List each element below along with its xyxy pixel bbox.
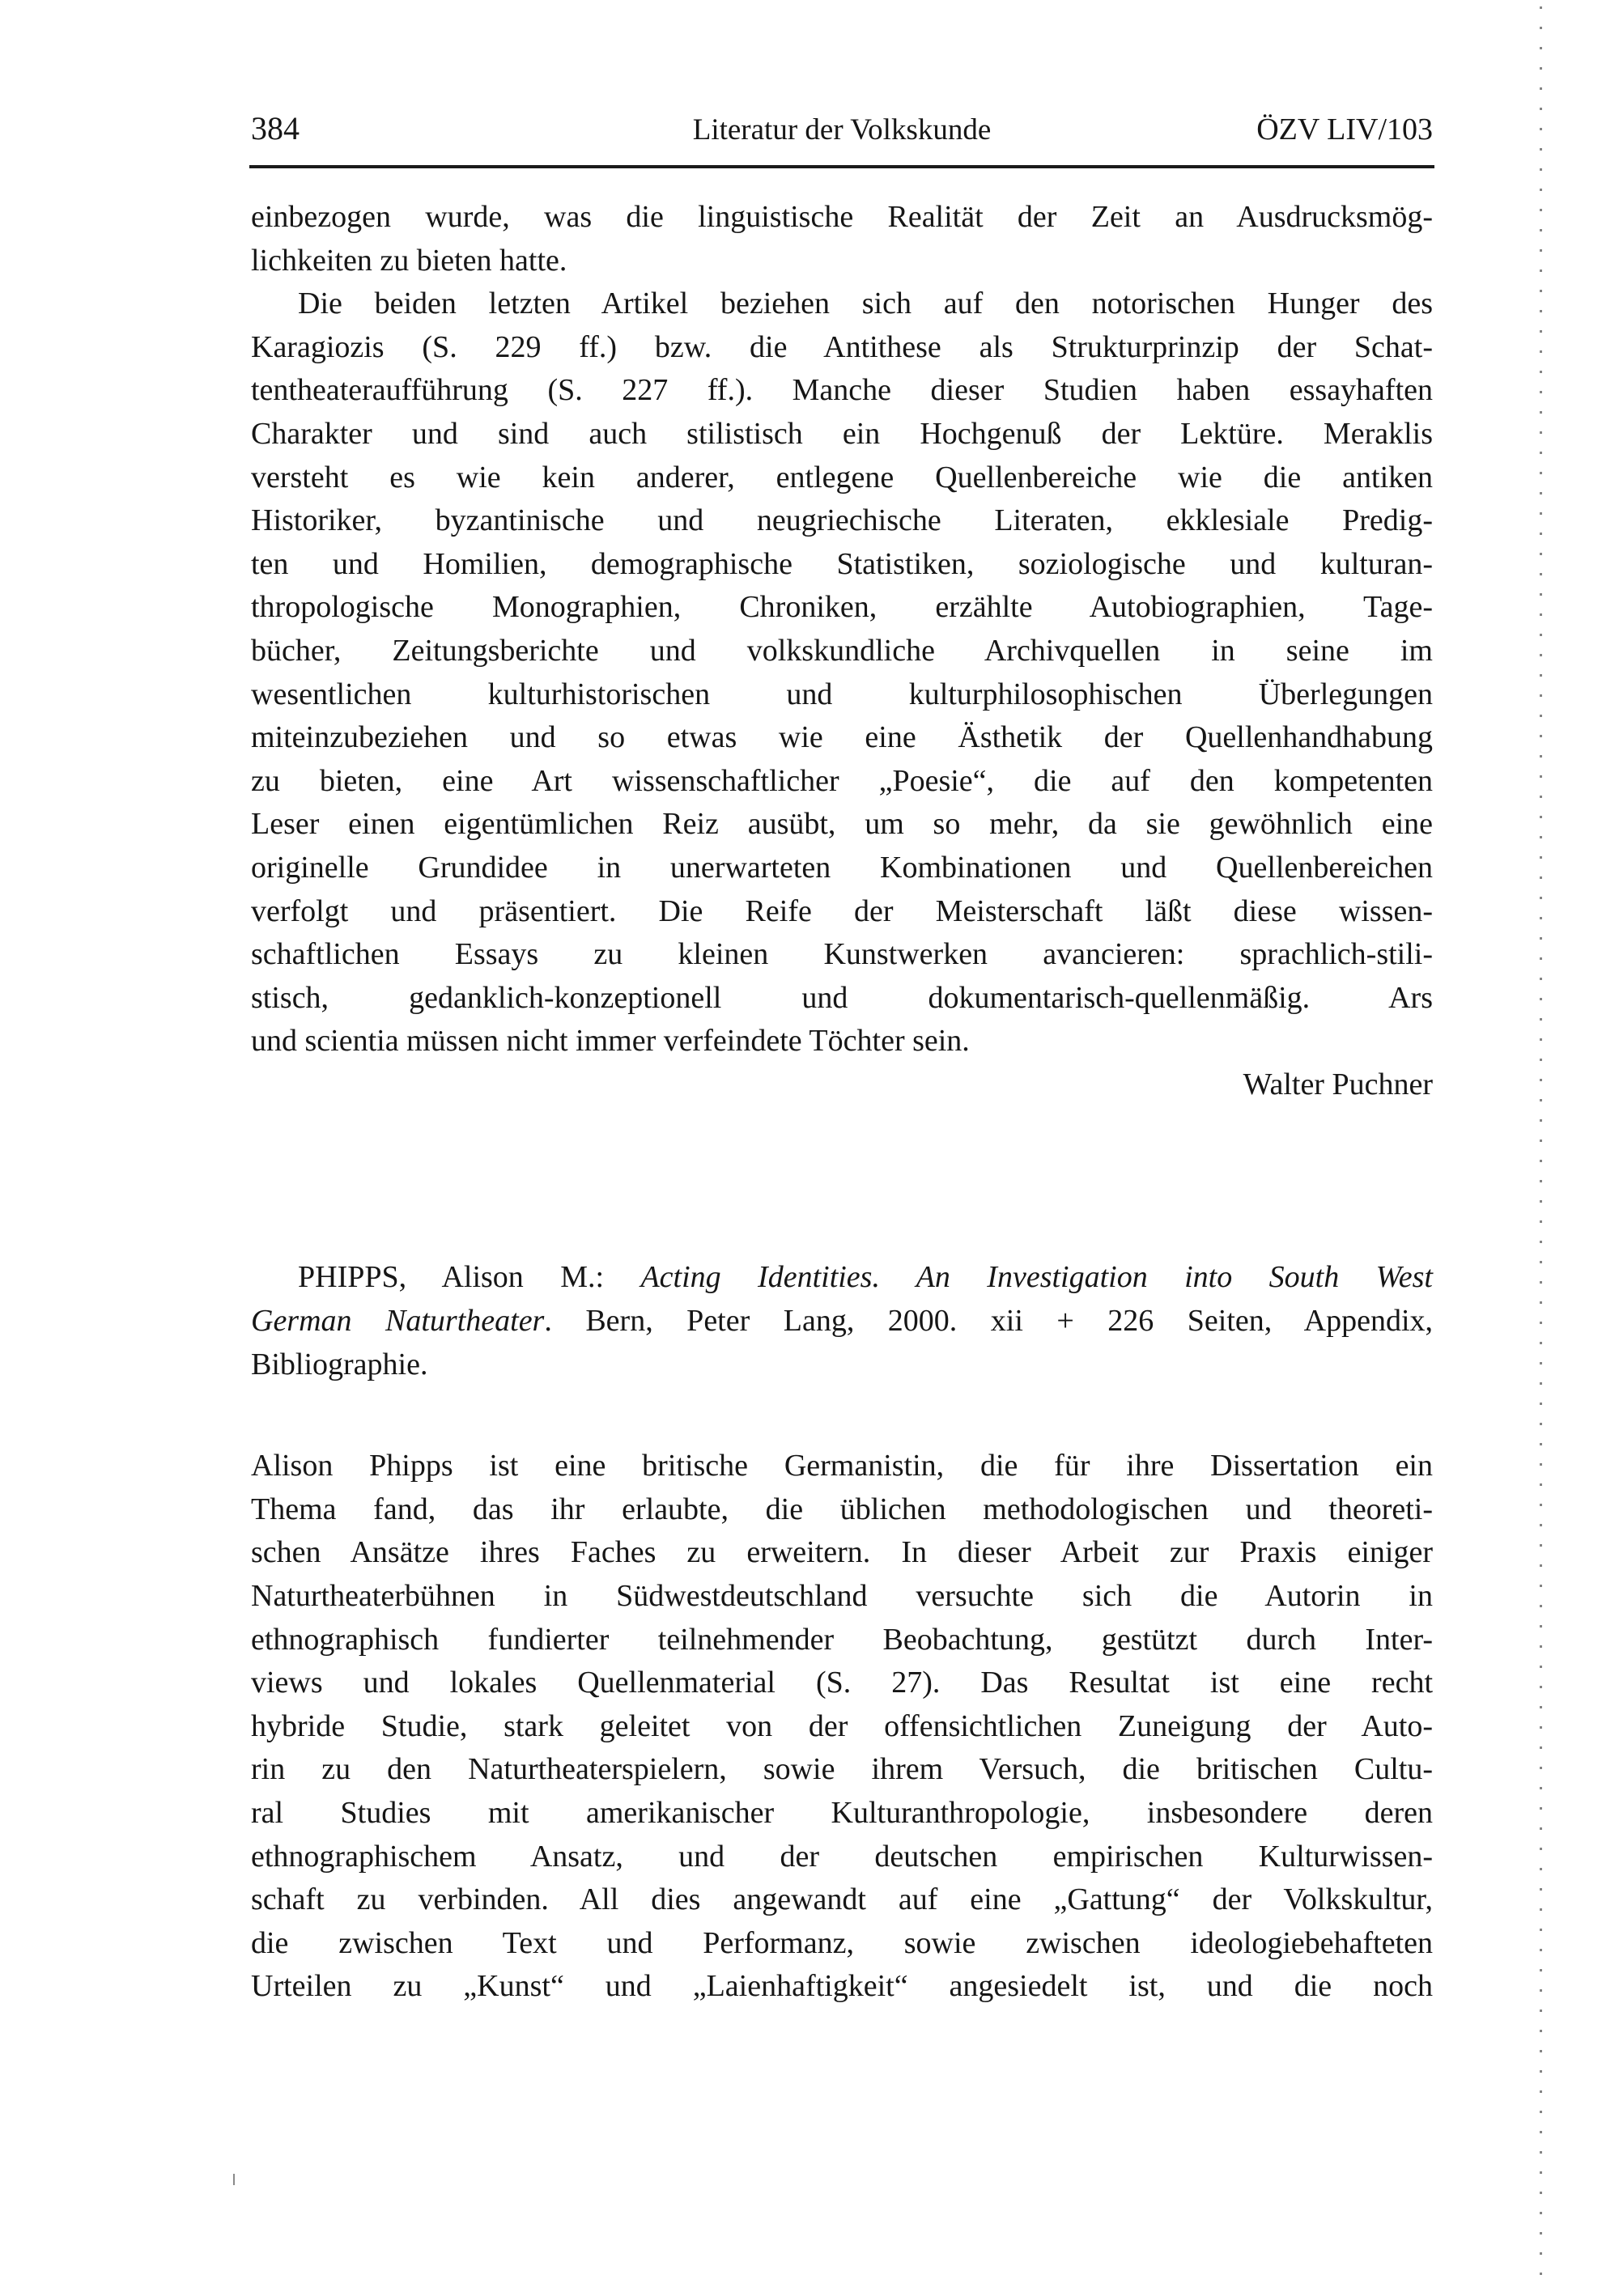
- para-phipps-review-line: ethnographisch fundierter teilnehmender Beobachtung, gestützt durch Inter-: [251, 1622, 1433, 1657]
- para-continuation-line: einbezogen wurde, was die linguistische Realität der Zeit an Ausdrucksmög-: [251, 200, 1433, 234]
- scan-speck-artifact: [233, 2174, 235, 2185]
- bibliographic-entry-line: PHIPPS, Alison M.: Acting Identities. An Investigation into South West: [298, 1260, 1433, 1295]
- para-meraklis-review-line: thropologische Monographien, Chroniken, erzählte Autobiographien, Tage-: [251, 590, 1433, 625]
- para-phipps-review-line: Naturtheaterbühnen in Südwestdeutschland versuchte sich die Autorin in: [251, 1579, 1433, 1614]
- para-phipps-review-line: rin zu den Naturtheaterspielern, sowie ihrem Versuch, die britischen Cultu-: [251, 1752, 1433, 1787]
- text-column: [251, 196, 1433, 2009]
- para-phipps-review-line: ethnographischem Ansatz, und der deutschen empirischen Kulturwissen-: [251, 1839, 1433, 1874]
- bibliographic-entry: [251, 1256, 1433, 1386]
- para-meraklis-review-line: schaftlichen Essays zu kleinen Kunstwerken avancieren: sprachlich-stili-: [251, 937, 1433, 972]
- para-meraklis-review-line: versteht es wie kein anderer, entlegene Quellenbereiche wie die antiken: [251, 460, 1433, 494]
- para-continuation: [251, 196, 1433, 282]
- para-meraklis-review-line: originelle Grundidee in unerwarteten Kombinationen und Quellenbereichen: [251, 850, 1433, 885]
- bibliographic-entry-line: Bibliographie.: [251, 1347, 428, 1381]
- para-meraklis-review: [251, 282, 1433, 1063]
- para-phipps-review-line: schen Ansätze ihres Faches zu erweitern. In dieser Arbeit zur Praxis einiger: [251, 1535, 1433, 1570]
- para-meraklis-review-line: Leser einen eigentümlichen Reiz ausübt, um so mehr, da sie gewöhnlich eine: [251, 807, 1433, 842]
- page-header: [251, 107, 1433, 152]
- header-rule: [249, 165, 1434, 168]
- bibliographic-entry-line: German Naturtheater. Bern, Peter Lang, 2000. xii + 226 Seiten, Appendix,: [251, 1304, 1433, 1339]
- para-meraklis-review-line: und scientia müssen nicht immer verfeindete Töchter sein.: [251, 1024, 970, 1059]
- para-meraklis-review-line: verfolgt und präsentiert. Die Reife der Meisterschaft läßt diese wissen-: [251, 893, 1433, 928]
- page-number: 384: [251, 110, 300, 146]
- reviewer-signature: [251, 1063, 1433, 1107]
- para-phipps-review-line: Urteilen zu „Kunst“ und „Laienhaftigkeit“ angesiedelt ist, und die noch: [251, 1969, 1433, 2004]
- para-meraklis-review-line: Die beiden letzten Artikel beziehen sich auf den notorischen Hunger des: [298, 286, 1433, 321]
- para-meraklis-review-line: Historiker, byzantinische und neugriechische Literaten, ekklesiale Predig-: [251, 503, 1433, 538]
- para-meraklis-review-line: miteinzubeziehen und so etwas wie eine Ästhetik der Quellenhandhabung: [251, 720, 1433, 755]
- para-meraklis-review-line: Charakter und sind auch stilistisch ein Hochgenuß der Lektüre. Meraklis: [251, 416, 1433, 451]
- para-meraklis-review-line: zu bieten, eine Art wissenschaftlicher „Poesie“, die auf den kompetenten: [251, 763, 1433, 798]
- signature-text: Walter Puchner: [1243, 1067, 1433, 1101]
- para-phipps-review: [251, 1445, 1433, 2009]
- para-phipps-review-line: Thema fand, das ihr erlaubte, die üblichen methodologischen und theoreti-: [251, 1492, 1433, 1526]
- scan-edge-artifact: [1540, 6, 1542, 2285]
- para-meraklis-review-line: Karagiozis (S. 229 ff.) bzw. die Antithese als Strukturprinzip der Schat-: [251, 329, 1433, 364]
- para-meraklis-review-line: ten und Homilien, demographische Statistiken, soziologische und kulturan-: [251, 546, 1433, 581]
- para-meraklis-review-line: wesentlichen kulturhistorischen und kulturphilosophischen Überlegungen: [251, 677, 1433, 711]
- para-meraklis-review-line: stisch, gedanklich-konzeptionell und dokumentarisch-quellenmäßig. Ars: [251, 980, 1433, 1015]
- running-title: Literatur der Volkskunde: [692, 113, 992, 146]
- para-continuation-line: lichkeiten zu bieten hatte.: [251, 243, 567, 278]
- para-phipps-review-line: hybride Studie, stark geleitet von der offensichtlichen Zuneigung der Auto-: [251, 1708, 1433, 1743]
- para-phipps-review-line: schaft zu verbinden. All dies angewandt auf eine „Gattung“ der Volkskultur,: [251, 1882, 1433, 1917]
- para-phipps-review-line: die zwischen Text und Performanz, sowie zwischen ideologiebehafteten: [251, 1925, 1433, 1960]
- para-phipps-review-line: ral Studies mit amerikanischer Kulturanthropologie, insbesondere deren: [251, 1796, 1433, 1830]
- para-phipps-review-line: Alison Phipps ist eine britische Germanistin, die für ihre Dissertation ein: [251, 1449, 1433, 1483]
- journal-issue-reference: ÖZV LIV/103: [1256, 112, 1433, 146]
- para-phipps-review-line: views und lokales Quellenmaterial (S. 27). Das Resultat ist eine recht: [251, 1666, 1433, 1700]
- para-meraklis-review-line: tentheateraufführung (S. 227 ff.). Manche dieser Studien haben essayhaften: [251, 373, 1433, 408]
- para-meraklis-review-line: bücher, Zeitungsberichte und volkskundliche Archivquellen in seine im: [251, 633, 1433, 668]
